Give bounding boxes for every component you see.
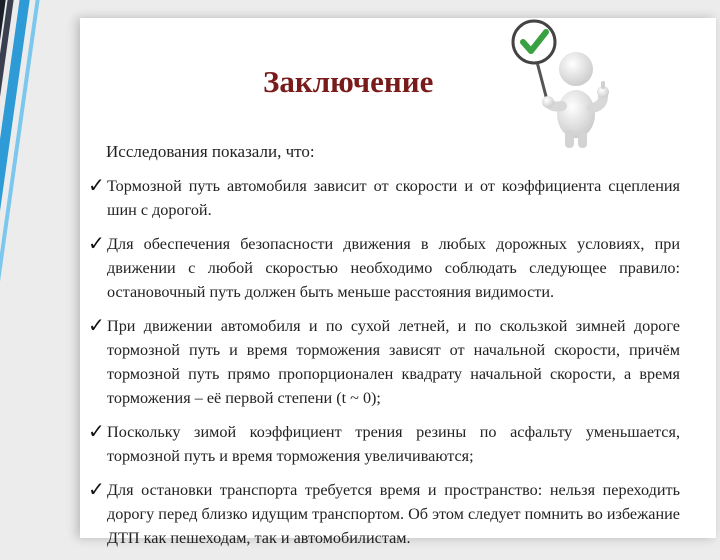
decorative-stripes <box>0 0 90 540</box>
list-item <box>88 478 680 550</box>
checkmark-icon: ✓ <box>88 313 105 337</box>
slide-title: Заключение <box>263 64 434 99</box>
list-item <box>88 420 680 468</box>
checkmark-icon: ✓ <box>88 173 105 197</box>
checkmark-icon: ✓ <box>88 477 105 501</box>
intro-text: Исследования показали, что: <box>106 142 315 161</box>
list-item-text: Тормозной путь автомобиля зависит от скорости и от коэффициента сцепления шин с дорогой. <box>107 177 680 219</box>
figure-with-checkmark-sign-illustration <box>462 2 610 148</box>
list-item-text: Для обеспечения безопасности движения в любых дорожных условиях, при движении с любой скоростью необходимо соблюдать следующее правило: остановочный путь должен быть меньше расстояния видимости. <box>107 235 680 301</box>
list-item-text: При движении автомобиля и по сухой летней, и по скользкой зимней дороге тормозной путь и время торможения зависят от начальной скорости, причём тормозной путь прямо пропорционален квадрату начальной скорости, а время торможения – её первой степени (t ~ 0); <box>107 317 680 407</box>
list-item <box>88 174 680 222</box>
list-item <box>88 232 680 304</box>
checkmark-icon: ✓ <box>88 419 105 443</box>
list-item-text: Для остановки транспорта требуется время и пространство: нельзя переходить дорогу перед близко идущим транспортом. Об этом следует помнить во избежание ДТП как пешеходам, так и автомобилистам. <box>107 481 680 547</box>
list-item-text: Поскольку зимой коэффициент трения резины по асфальту уменьшается, тормозной путь и время торможения увеличиваются; <box>107 423 680 465</box>
list-item <box>88 314 680 410</box>
conclusion-list <box>88 174 680 560</box>
checkmark-icon: ✓ <box>88 231 105 255</box>
